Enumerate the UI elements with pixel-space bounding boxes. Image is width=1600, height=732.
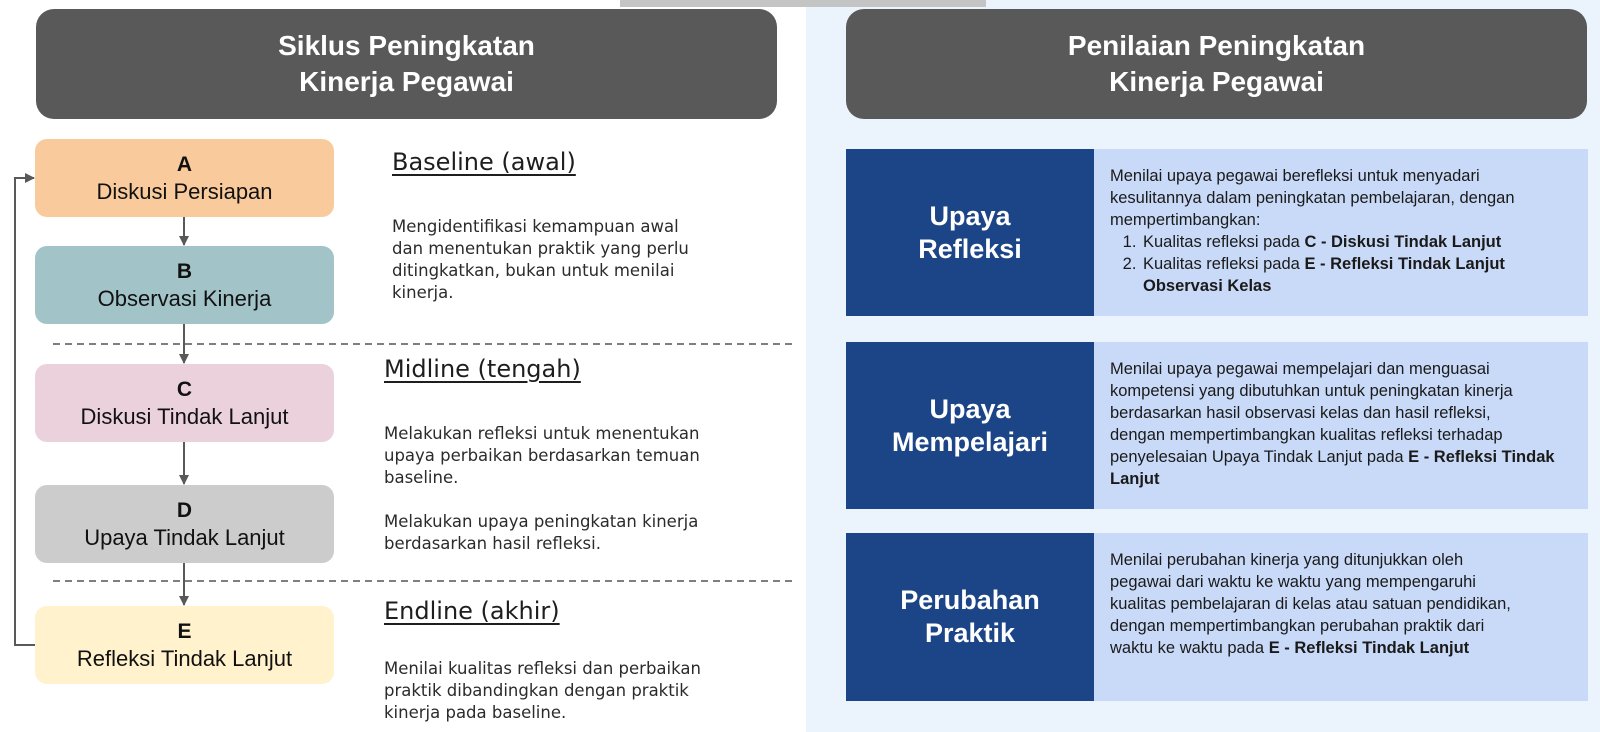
stage-letter: A [176,153,193,176]
list-item-text: Kualitas refleksi pada [1143,255,1305,273]
criterion-bold: E - Refleksi Tindak Lanjut [1268,639,1470,657]
endline-line: kinerja pada baseline. [384,703,567,722]
criterion-title-line: Mempelajari [891,426,1049,457]
midline-description-1 [384,423,764,489]
criterion-title-line: Upaya [929,393,1011,424]
list-item-bold: C - Diskusi Tindak Lanjut [1304,233,1502,251]
criterion-line: dengan mempertimbangkan kualitas refleksi terhadap [1110,426,1503,444]
criterion-line: kompetensi yang dibutuhkan untuk peningkatan kinerja [1110,382,1513,400]
stage-label: Diskusi Persiapan [96,179,273,204]
criterion-line: dengan mempertimbangkan perubahan praktik dari [1110,617,1485,635]
stage-label: Observasi Kinerja [97,286,272,311]
list-item-bold: E - Refleksi Tindak Lanjut Observasi Kelas [1143,255,1505,295]
right-header-title-line1: Penilaian Peningkatan [1067,30,1366,61]
criterion-upaya-refleksi-title [846,149,1094,316]
criterion-title-line: Perubahan [900,585,1040,615]
endline-line: praktik dibandingkan dengan praktik [384,681,689,700]
criterion-perubahan-praktik-title [846,533,1094,701]
criterion-title-line: Refleksi [918,233,1022,264]
baseline-line: Mengidentifikasi kemampuan awal [392,217,679,236]
criterion-upaya-mempelajari-title [846,342,1094,509]
criterion-upaya-mempelajari-description [1094,342,1588,509]
criterion-line: pegawai dari waktu ke waktu yang mempengaruhi [1110,573,1476,591]
baseline-line: kinerja. [392,283,454,302]
left-header-title-line2: Kinerja Pegawai [299,66,514,97]
stage-letter: C [176,378,193,401]
midline-line: berdasarkan hasil refleksi. [384,534,601,553]
stage-letter: E [177,620,192,643]
criterion-line: Menilai upaya pegawai berefleksi untuk menyadari [1110,167,1480,185]
baseline-line: dan menentukan praktik yang perlu [392,239,689,258]
endline-title: Endline (akhir) [384,597,560,625]
right-panel-header [846,9,1587,119]
criterion-line: Menilai upaya pegawai mempelajari dan menguasai [1110,360,1490,378]
endline-line: Menilai kualitas refleksi dan perbaikan [384,659,701,678]
arrow-e-back-to-a [15,178,35,645]
stage-e-box [35,606,334,684]
criterion-list-item [1141,253,1570,297]
stage-letter: B [176,260,193,283]
list-item-text: Kualitas refleksi pada [1143,233,1305,251]
baseline-title: Baseline (awal) [392,148,576,176]
criterion-list-item [1141,231,1570,253]
left-header-title-line1: Siklus Peningkatan [278,30,535,61]
midline-description-2 [384,511,764,555]
midline-line: Melakukan upaya peningkatan kinerja [384,512,699,531]
criterion-line: kualitas pembelajaran di kelas atau satuan pendidikan, [1110,595,1511,613]
criterion-line: Menilai perubahan kinerja yang ditunjukkan oleh [1110,551,1464,569]
stage-d-box [35,485,334,563]
criterion-perubahan-praktik-description [1094,533,1588,701]
midline-line: Melakukan refleksi untuk menentukan [384,424,700,443]
criterion-text: penyelesaian Upaya Tindak Lanjut pada [1110,448,1409,466]
endline-description [384,658,764,724]
criterion-list [1110,231,1570,297]
criterion-line: berdasarkan hasil observasi kelas dan hasil refleksi, [1110,404,1491,422]
stage-letter: D [176,499,193,522]
midline-line: baseline. [384,468,459,487]
midline-title: Midline (tengah) [384,355,581,383]
criterion-title-line: Upaya [929,200,1011,231]
criterion-line: kesulitannya dalam peningkatan pembelajaran, dengan [1110,189,1515,207]
criterion-text: waktu ke waktu pada [1110,639,1269,657]
stage-c-box [35,364,334,442]
right-header-title-line2: Kinerja Pegawai [1109,66,1324,97]
criterion-bold: E - Refleksi Tindak Lanjut [1110,448,1555,488]
criterion-line [1110,637,1570,659]
criterion-line [1110,446,1570,490]
baseline-line: ditingkatkan, bukan untuk menilai [392,261,675,280]
stage-label: Refleksi Tindak Lanjut [76,646,293,671]
midline-line: upaya perbaikan berdasarkan temuan [384,446,700,465]
stage-a-box [35,139,334,217]
criterion-line: mempertimbangkan: [1110,211,1261,229]
stage-b-box [35,246,334,324]
criterion-upaya-refleksi-description [1094,149,1588,316]
baseline-description [392,216,772,304]
stage-label: Upaya Tindak Lanjut [84,525,285,550]
stage-label: Diskusi Tindak Lanjut [80,404,289,429]
criterion-title-line: Praktik [924,618,1016,648]
